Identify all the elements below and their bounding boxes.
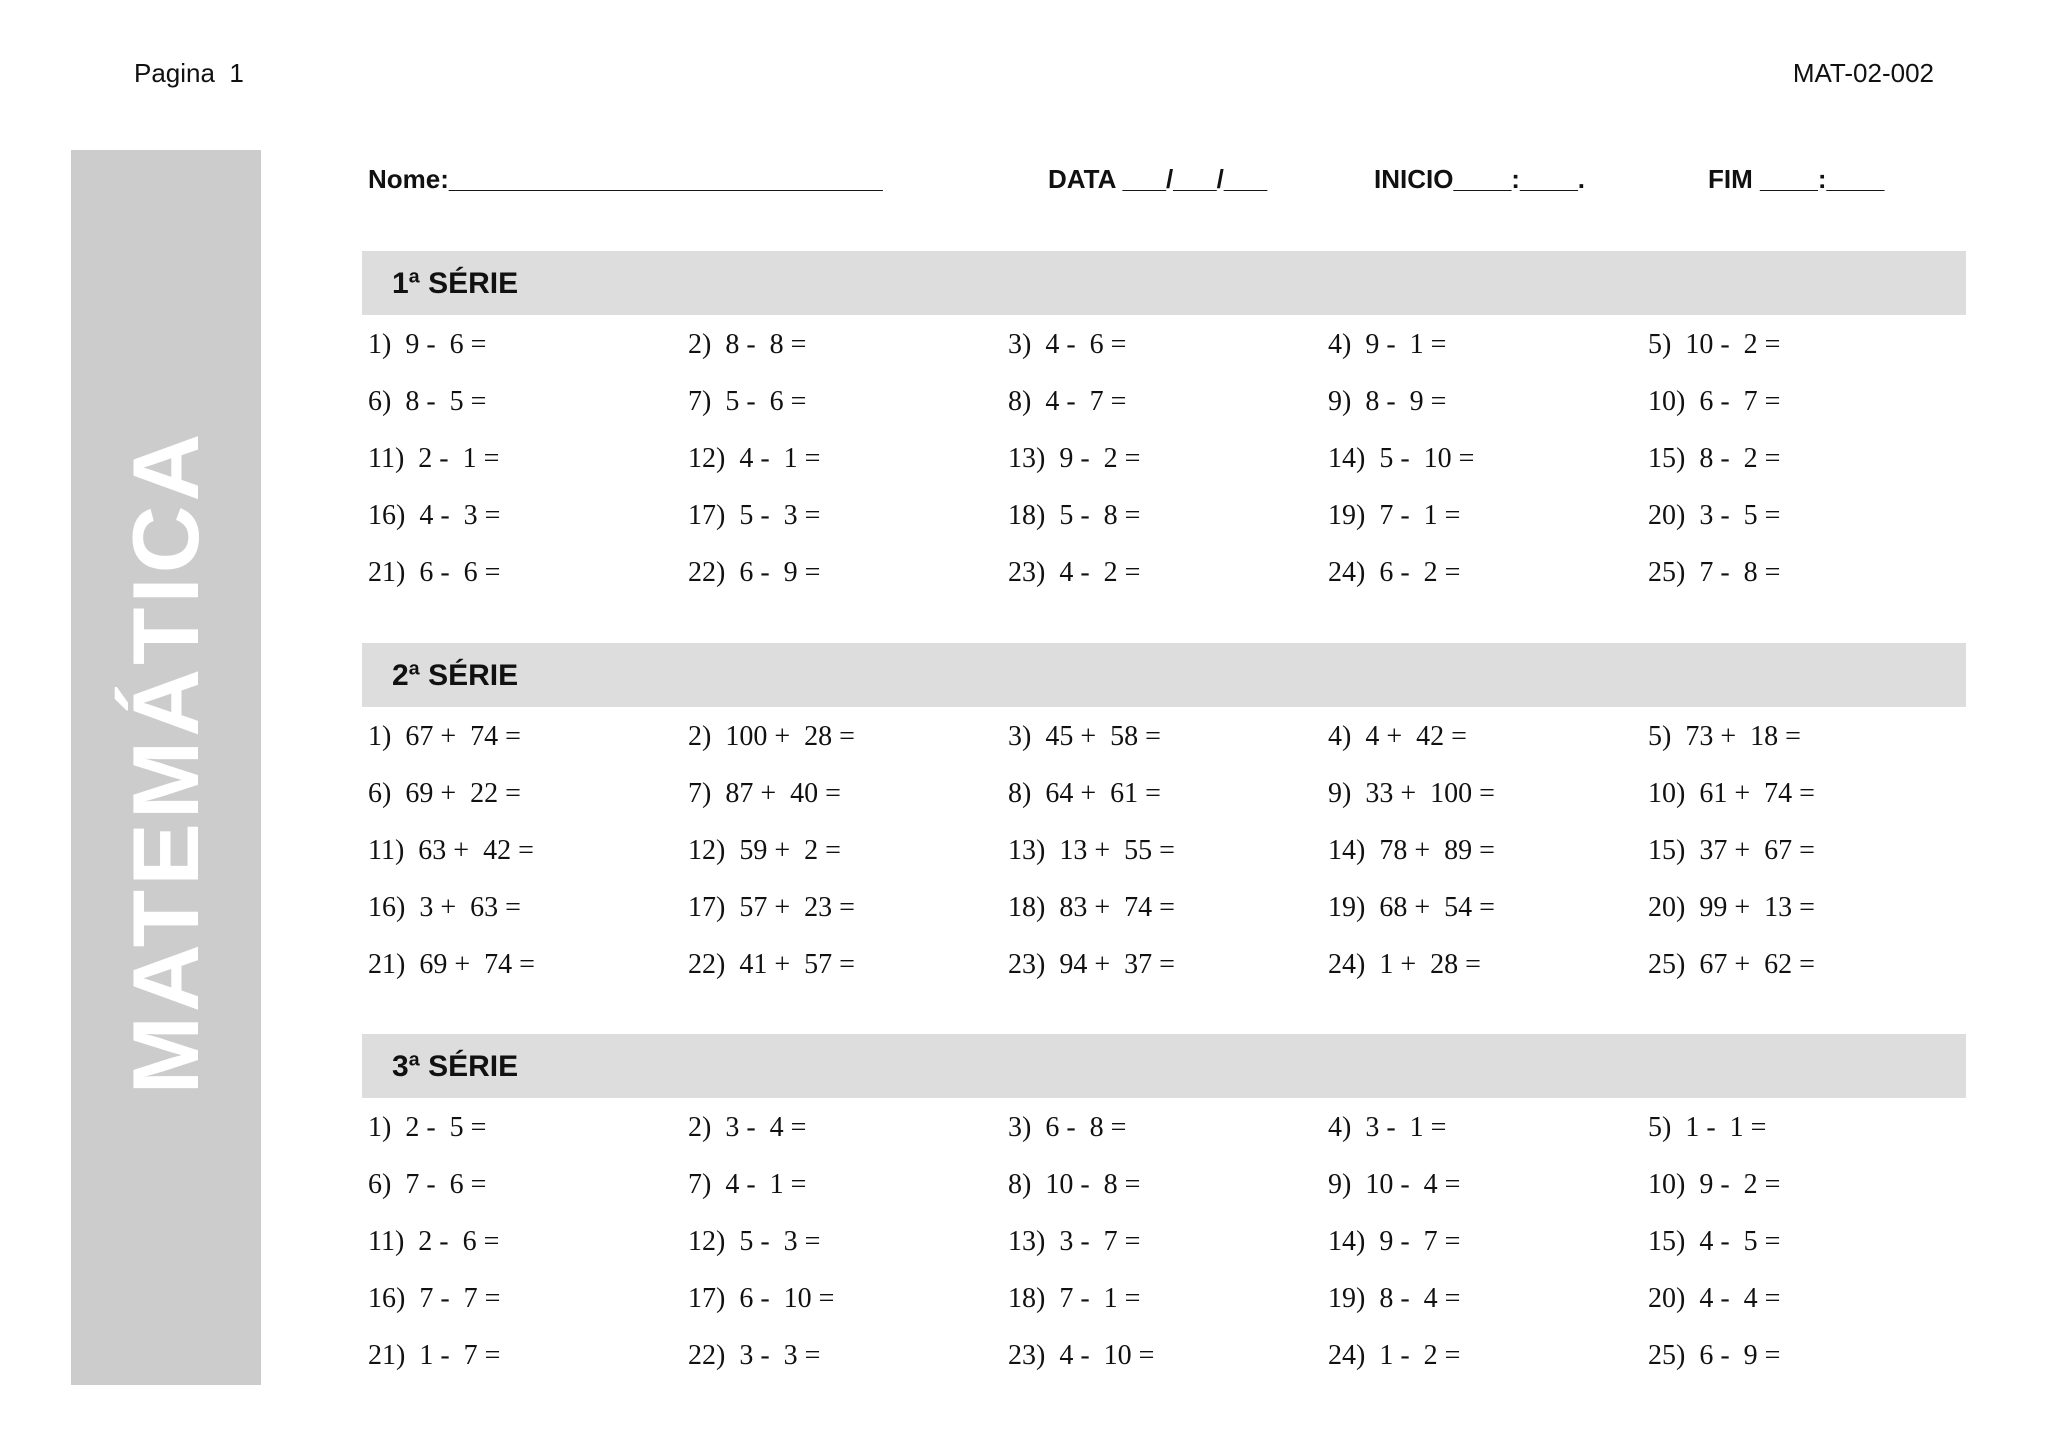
problem-grid: [362, 1108, 1966, 1393]
problem-item: 4) 3 - 1 =: [1328, 1112, 1447, 1143]
problem-item: 12) 59 + 2 =: [688, 835, 841, 866]
problem-item: 13) 9 - 2 =: [1008, 443, 1141, 474]
problem-item: 6) 8 - 5 =: [368, 386, 487, 417]
problem-row: [362, 774, 1966, 831]
problem-row: [362, 553, 1966, 610]
problem-item: 10) 9 - 2 =: [1648, 1169, 1781, 1200]
problem-item: 19) 68 + 54 =: [1328, 892, 1495, 923]
problem-item: 18) 5 - 8 =: [1008, 500, 1141, 531]
problem-item: 11) 63 + 42 =: [368, 835, 534, 866]
problem-item: 10) 6 - 7 =: [1648, 386, 1781, 417]
problem-item: 8) 64 + 61 =: [1008, 778, 1161, 809]
problem-item: 14) 5 - 10 =: [1328, 443, 1475, 474]
problem-item: 13) 3 - 7 =: [1008, 1226, 1141, 1257]
document-code: MAT-02-002: [1792, 58, 1934, 88]
problem-item: 16) 3 + 63 =: [368, 892, 521, 923]
problem-item: 5) 1 - 1 =: [1648, 1112, 1767, 1143]
section-header: [362, 1034, 1966, 1098]
problem-item: 13) 13 + 55 =: [1008, 835, 1175, 866]
section-1: [362, 251, 1966, 610]
page-number: Pagina 1: [134, 58, 244, 88]
problem-row: [362, 831, 1966, 888]
problem-item: 23) 94 + 37 =: [1008, 949, 1175, 980]
problem-item: 24) 1 - 2 =: [1328, 1340, 1461, 1371]
problem-item: 18) 7 - 1 =: [1008, 1283, 1141, 1314]
problem-item: 4) 4 + 42 =: [1328, 721, 1467, 752]
side-banner-title: MATEMÁTICA: [113, 429, 218, 1095]
problem-item: 12) 5 - 3 =: [688, 1226, 821, 1257]
problem-row: [362, 382, 1966, 439]
problem-item: 15) 4 - 5 =: [1648, 1226, 1781, 1257]
problem-item: 25) 67 + 62 =: [1648, 949, 1815, 980]
problem-item: 17) 5 - 3 =: [688, 500, 821, 531]
problem-item: 19) 8 - 4 =: [1328, 1283, 1461, 1314]
section-header: [362, 251, 1966, 315]
problem-item: 9) 33 + 100 =: [1328, 778, 1495, 809]
problem-row: [362, 496, 1966, 553]
problem-item: 25) 6 - 9 =: [1648, 1340, 1781, 1371]
side-banner: [71, 150, 261, 1385]
section-2: [362, 643, 1966, 1002]
problem-item: 20) 3 - 5 =: [1648, 500, 1781, 531]
problem-item: 14) 9 - 7 =: [1328, 1226, 1461, 1257]
problem-item: 9) 10 - 4 =: [1328, 1169, 1461, 1200]
problem-item: 6) 7 - 6 =: [368, 1169, 487, 1200]
problem-row: [362, 1336, 1966, 1393]
problem-item: 7) 5 - 6 =: [688, 386, 807, 417]
date-field: DATA ___/___/___: [1048, 164, 1268, 194]
problem-item: 15) 8 - 2 =: [1648, 443, 1781, 474]
student-info-header: [368, 164, 1948, 204]
problem-item: 4) 9 - 1 =: [1328, 329, 1447, 360]
problem-item: 5) 73 + 18 =: [1648, 721, 1801, 752]
problem-row: [362, 325, 1966, 382]
problem-item: 5) 10 - 2 =: [1648, 329, 1781, 360]
name-field: Nome:______________________________: [368, 164, 883, 194]
problem-item: 16) 4 - 3 =: [368, 500, 501, 531]
problem-row: [362, 888, 1966, 945]
problem-item: 21) 1 - 7 =: [368, 1340, 501, 1371]
problem-item: 11) 2 - 6 =: [368, 1226, 500, 1257]
problem-item: 25) 7 - 8 =: [1648, 557, 1781, 588]
problem-item: 8) 10 - 8 =: [1008, 1169, 1141, 1200]
problem-row: [362, 717, 1966, 774]
start-time-field: INICIO____:____.: [1374, 164, 1586, 194]
problem-item: 15) 37 + 67 =: [1648, 835, 1815, 866]
section-title: 1ª SÉRIE: [392, 267, 519, 300]
section-title: 2ª SÉRIE: [392, 659, 519, 692]
problem-item: 18) 83 + 74 =: [1008, 892, 1175, 923]
problem-item: 1) 2 - 5 =: [368, 1112, 487, 1143]
problem-grid: [362, 325, 1966, 610]
problem-item: 2) 3 - 4 =: [688, 1112, 807, 1143]
section-title: 3ª SÉRIE: [392, 1050, 519, 1083]
problem-item: 7) 4 - 1 =: [688, 1169, 807, 1200]
problem-item: 17) 57 + 23 =: [688, 892, 855, 923]
problem-item: 24) 1 + 28 =: [1328, 949, 1481, 980]
problem-item: 16) 7 - 7 =: [368, 1283, 501, 1314]
problem-item: 8) 4 - 7 =: [1008, 386, 1127, 417]
problem-item: 17) 6 - 10 =: [688, 1283, 835, 1314]
problem-item: 21) 6 - 6 =: [368, 557, 501, 588]
problem-item: 3) 4 - 6 =: [1008, 329, 1127, 360]
section-header: [362, 643, 1966, 707]
problem-item: 2) 8 - 8 =: [688, 329, 807, 360]
problem-item: 23) 4 - 2 =: [1008, 557, 1141, 588]
problem-item: 23) 4 - 10 =: [1008, 1340, 1155, 1371]
problem-item: 22) 3 - 3 =: [688, 1340, 821, 1371]
problem-item: 24) 6 - 2 =: [1328, 557, 1461, 588]
problem-item: 9) 8 - 9 =: [1328, 386, 1447, 417]
problem-item: 19) 7 - 1 =: [1328, 500, 1461, 531]
problem-row: [362, 1279, 1966, 1336]
problem-grid: [362, 717, 1966, 1002]
problem-item: 11) 2 - 1 =: [368, 443, 500, 474]
problem-row: [362, 1222, 1966, 1279]
problem-item: 12) 4 - 1 =: [688, 443, 821, 474]
end-time-field: FIM ____:____: [1708, 164, 1885, 194]
problem-row: [362, 1108, 1966, 1165]
problem-item: 1) 67 + 74 =: [368, 721, 521, 752]
problem-row: [362, 945, 1966, 1002]
problem-item: 1) 9 - 6 =: [368, 329, 487, 360]
section-3: [362, 1034, 1966, 1393]
problem-item: 22) 41 + 57 =: [688, 949, 855, 980]
problem-item: 10) 61 + 74 =: [1648, 778, 1815, 809]
problem-item: 21) 69 + 74 =: [368, 949, 535, 980]
problem-item: 14) 78 + 89 =: [1328, 835, 1495, 866]
problem-item: 20) 4 - 4 =: [1648, 1283, 1781, 1314]
problem-row: [362, 1165, 1966, 1222]
problem-item: 6) 69 + 22 =: [368, 778, 521, 809]
problem-item: 2) 100 + 28 =: [688, 721, 855, 752]
problem-item: 7) 87 + 40 =: [688, 778, 841, 809]
problem-item: 3) 6 - 8 =: [1008, 1112, 1127, 1143]
problem-item: 20) 99 + 13 =: [1648, 892, 1815, 923]
problem-item: 3) 45 + 58 =: [1008, 721, 1161, 752]
problem-row: [362, 439, 1966, 496]
problem-item: 22) 6 - 9 =: [688, 557, 821, 588]
